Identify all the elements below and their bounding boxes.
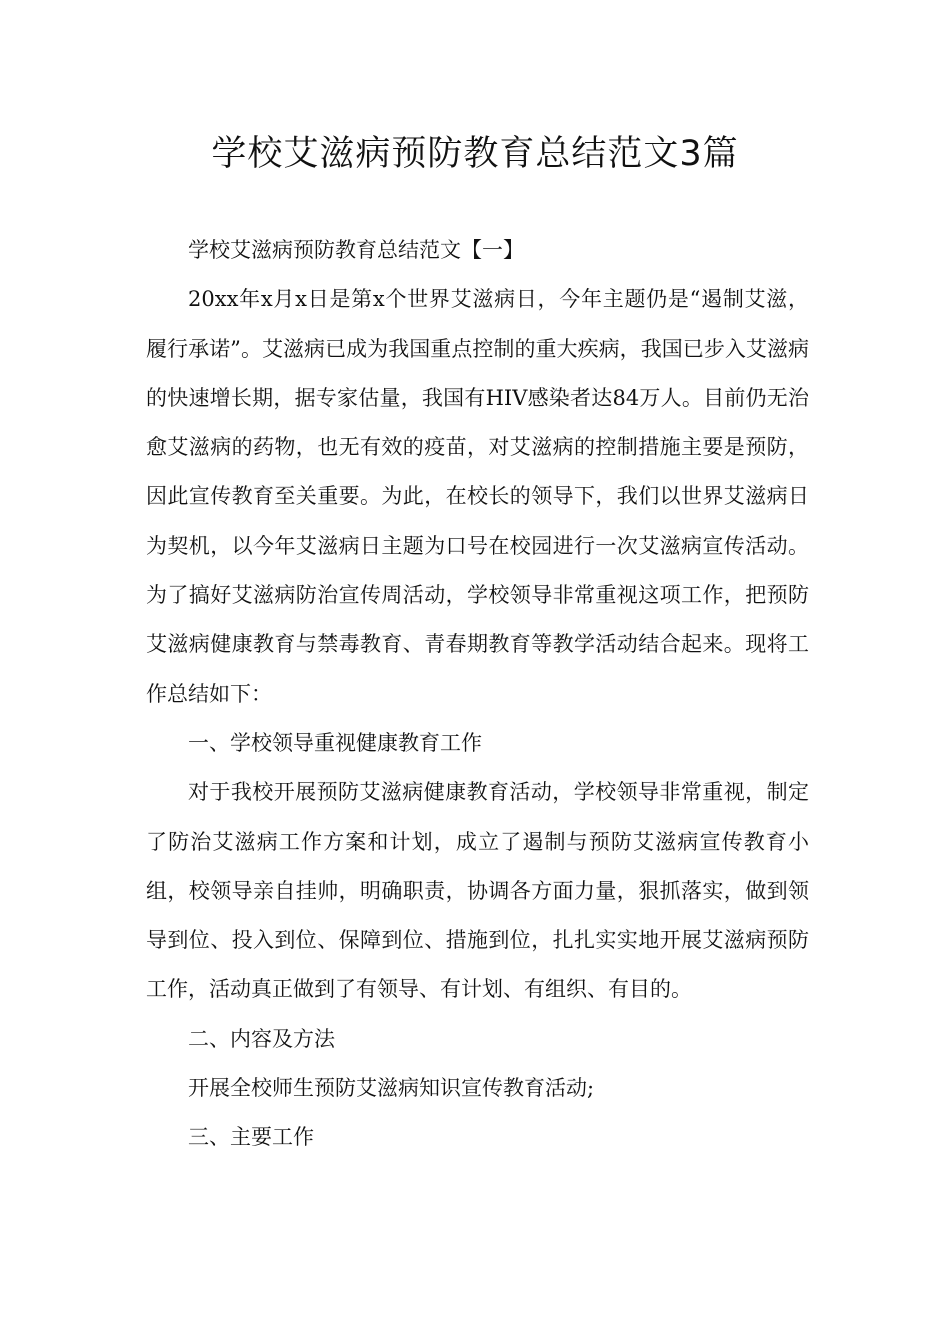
heading-main-work: 三、主要工作 [188,1125,314,1150]
section-title: 学校艾滋病预防教育总结范文【一】 [188,238,524,262]
document-body [146,226,809,1163]
paragraph-leadership: 对于我校开展预防艾滋病健康教育活动，学校领导非常重视，制定了防治艾滋病工作方案和计划，成立了遏制与预防艾滋病宣传教育小组，校领导亲自挂帅，明确职责，协调各方面力量，狠抓落实，做到领导到位、投入到位、保障到位、措施到位，扎扎实实地开展艾滋病预防工作，活动真正做到了有领导、有计划、有组织、有目的。 [146,780,809,1002]
paragraph-content-methods: 开展全校师生预防艾滋病知识宣传教育活动; [188,1076,595,1101]
document-title: 学校艾滋病预防教育总结范文3篇 [211,134,739,174]
heading-leadership: 一、学校领导重视健康教育工作 [188,730,482,755]
heading-content-methods: 二、内容及方法 [188,1026,335,1051]
paragraph-intro: 20xx年x月x日是第x个世界艾滋病日，今年主题仍是“遏制艾滋，履行承诺”。艾滋病已成为我国重点控制的重大疾病，我国已步入艾滋病的快速增长期，据专家估量，我国有HIV感染者达84万人。目前仍无治愈艾滋病的药物，也无有效的疫苗，对艾滋病的控制措施主要是预防，因此宣传教育至关重要。为此，在校长的领导下，我们以世界艾滋病日为契机，以今年艾滋病日主题为口号在校园进行一次艾滋病宣传活动。为了搞好艾滋病防治宣传周活动，学校领导非常重视这项工作，把预防艾滋病健康教育与禁毒教育、青春期教育等教学活动结合起来。现将工作总结如下： [146,287,809,706]
